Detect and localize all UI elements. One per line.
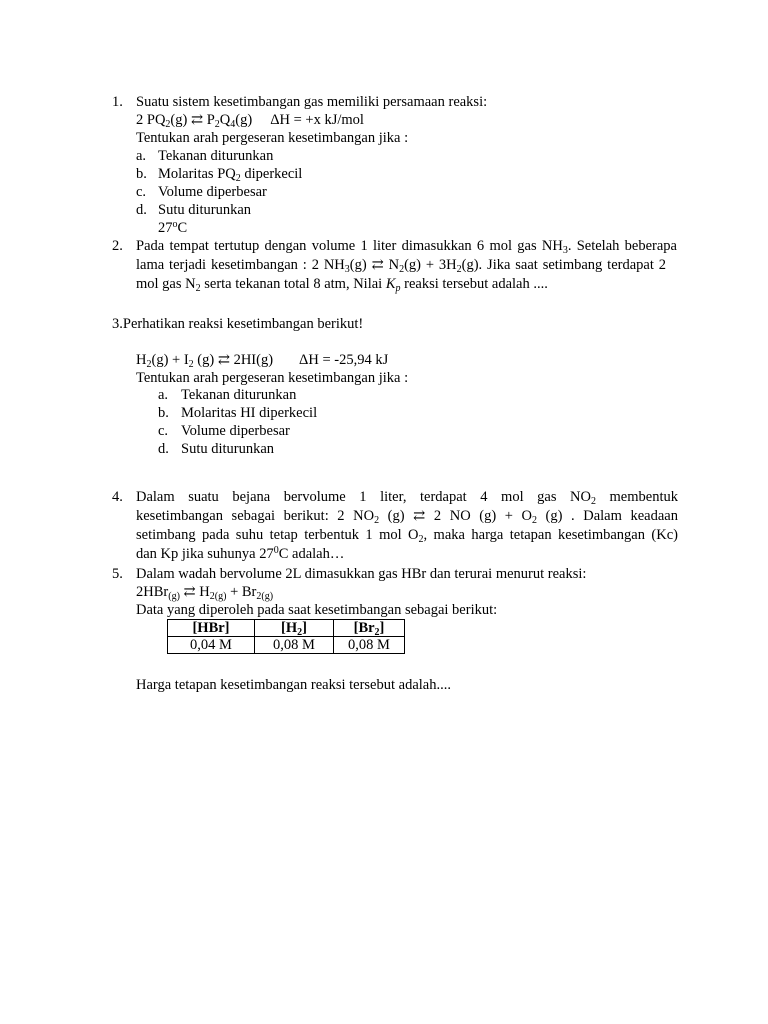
q1-option-a-label: a. [136, 148, 147, 164]
q1-enthalpy: ΔH = +x kJ/mol [270, 112, 364, 128]
q4-line-1: Dalam suatu bejana bervolume 1 liter, terdapat 4 mol gas $NO_2$ membentuk [136, 489, 678, 507]
q1-option-c: Volume diperbesar [158, 184, 267, 200]
table-cell-hbr: 0,04 M [168, 637, 255, 654]
q1-option-b: Molaritas $PQ_2$ diperkecil [158, 166, 303, 184]
q3-option-b: Molaritas HI diperkecil [181, 405, 318, 421]
q3-equation: $H_2(g) + I_2$ (g) ⇄ 2HI(g) ΔH = -25,94 kJ [136, 352, 389, 370]
q5-stem: Dalam wadah bervolume 2L dimasukkan gas HBr dan terurai menurut reaksi: [136, 566, 587, 582]
table-header-row [168, 620, 405, 637]
q3-option-a: Tekanan diturunkan [181, 387, 297, 403]
q1-option-c-label: c. [136, 184, 147, 200]
table-header-hbr: [HBr] [168, 620, 255, 637]
table-row [168, 637, 405, 654]
q3-option-d: Sutu diturunkan [181, 441, 275, 457]
table-cell-br2: 0,08 M [334, 637, 405, 654]
q3-option-d-label: d. [158, 441, 169, 457]
q5-number: 5. [112, 566, 123, 582]
table-header-h2: $[H_2]$ [255, 620, 334, 637]
q5-equation: 2HBr$_{(g)}$ ⇄ $H_{2(g)} + Br_{2(g)}$ [136, 584, 274, 602]
q3-option-a-label: a. [158, 387, 169, 403]
q4-number: 4. [112, 489, 123, 505]
equilibrium-table [167, 619, 405, 654]
q4-line-4: dan Kp jika suhunya $27^0C$ adalah… [136, 545, 345, 562]
q3-option-b-label: b. [158, 405, 169, 421]
q1-option-d: Sutu diturunkan [158, 202, 252, 218]
q1-option-a: Tekanan diturunkan [158, 148, 274, 164]
q1-prompt: Tentukan arah pergeseran kesetimbangan jika : [136, 130, 409, 146]
q1-option-d-label: d. [136, 202, 147, 218]
q5-data-intro: Data yang diperoleh pada saat kesetimbangan sebagai berikut: [136, 602, 498, 618]
q3-prompt: Tentukan arah pergeseran kesetimbangan jika : [136, 370, 409, 386]
q3-option-c: Volume diperbesar [181, 423, 290, 439]
q5-closing: Harga tetapan kesetimbangan reaksi tersebut adalah.... [136, 677, 451, 693]
q2-line-1: Pada tempat tertutup dengan volume 1 liter dimasukkan 6 mol gas $NH_3$. Setelah beberapa [136, 238, 677, 256]
table-header-br2: $[Br_2]$ [334, 620, 405, 637]
q2-line-2: lama terjadi kesetimbangan : 2 $NH_3(g)$ ⇄ $N_2(g) + 3H_2(g)$. Jika saat setimbang terdapat 2 [136, 257, 666, 275]
q1-equation: 2 $PQ_2(g)$ ⇄ $P_2Q_4(g) \Delta H = +x$ kJ/mol [136, 112, 364, 130]
q3-stem: 3.Perhatikan reaksi kesetimbangan berikut! [112, 316, 364, 332]
q1-number: 1. [112, 94, 123, 110]
q3-option-c-label: c. [158, 423, 169, 439]
q2-line-3: mol gas $N_2$ serta tekanan total 8 atm, Nilai $K_p$ reaksi tersebut adalah .... [136, 276, 548, 294]
q1-stem: Suatu sistem kesetimbangan gas memiliki persamaan reaksi: [136, 94, 488, 110]
table-cell-h2: 0,08 M [255, 637, 334, 654]
q4-line-3: setimbang pada suhu tetap terbentuk 1 mol $O_2$, maka harga tetapan kesetimbangan (Kc) [136, 527, 678, 545]
q3-enthalpy: ΔH = -25,94 kJ [299, 352, 389, 368]
q1-option-b-label: b. [136, 166, 147, 182]
q4-line-2: kesetimbangan sebagai berikut: 2 $NO_2$ (g) ⇄ 2 NO $(g) + O_2$ (g) . Dalam keadaan [136, 508, 678, 526]
q2-number: 2. [112, 238, 123, 254]
q1-temperature: 27$^o$C [158, 219, 188, 236]
